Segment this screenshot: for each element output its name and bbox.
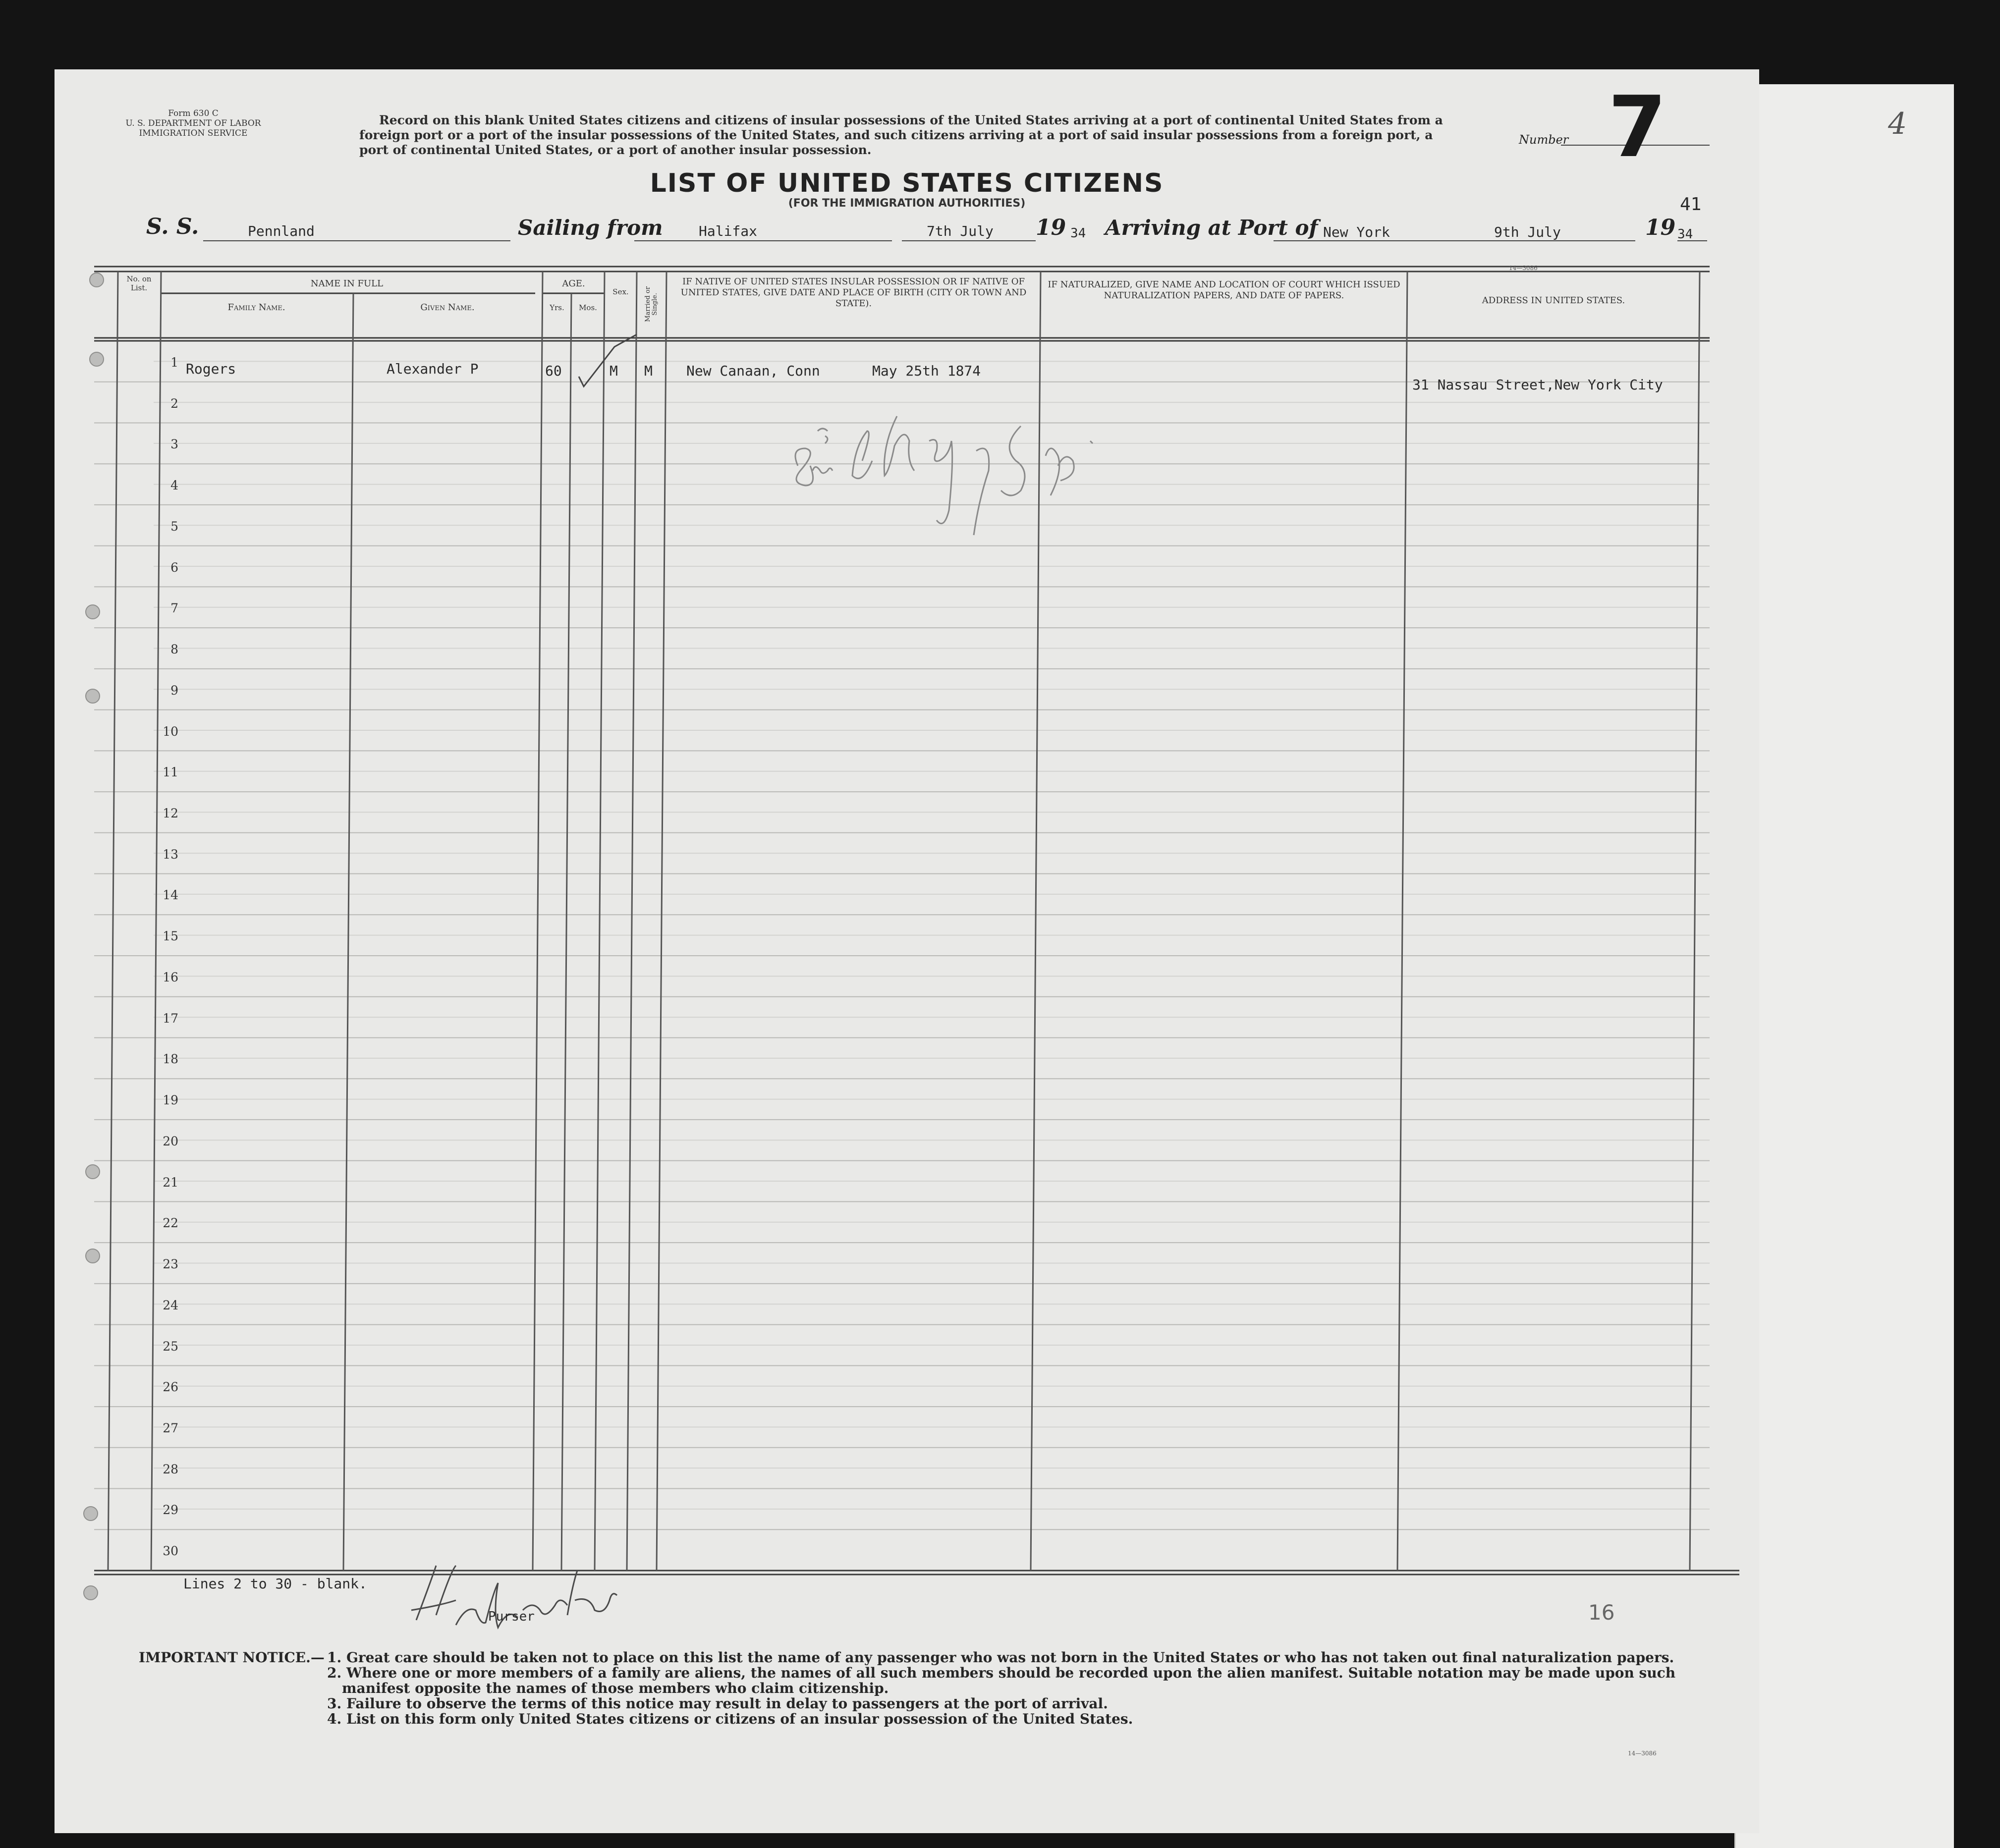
notice-item-1: 1. Great care should be taken not to place on this list the name of any passenger who was not born in the United States or who has not taken out final naturalization papers. bbox=[327, 1649, 1674, 1666]
notice-item-2a: 2. Where one or more members of a family are aliens, the names of all such members should be recorded upon the alien manifest. Suitable notation may be made upon such bbox=[327, 1665, 1676, 1681]
row-number: 30 bbox=[163, 1544, 178, 1559]
important-notice bbox=[139, 1650, 1739, 1727]
row-number: 24 bbox=[163, 1298, 178, 1312]
row-number: 10 bbox=[163, 724, 178, 739]
col-sex: Sex. bbox=[612, 287, 629, 296]
notice-heading: IMPORTANT NOTICE.— bbox=[139, 1649, 325, 1666]
col-address: ADDRESS IN UNITED STATES. bbox=[1482, 295, 1625, 306]
punch-hole bbox=[89, 272, 104, 287]
page-subtitle: (FOR THE IMMIGRATION AUTHORITIES) bbox=[788, 197, 1026, 210]
arrival-year-prefix: 19 bbox=[1645, 215, 1676, 240]
bottom-number: 16 bbox=[1588, 1600, 1615, 1625]
purser-signature bbox=[396, 1551, 674, 1650]
arrival-date: 9th July bbox=[1494, 224, 1561, 240]
record-line-1: Record on this blank United States citizens and citizens of insular possessions of the United States arriving at a port of continental United States from a bbox=[379, 113, 1443, 127]
sailing-date: 7th July bbox=[927, 223, 994, 239]
page-title: LIST OF UNITED STATES CITIZENS bbox=[650, 168, 1164, 198]
arrival-year: 34 bbox=[1677, 227, 1693, 242]
row-number: 23 bbox=[163, 1257, 178, 1272]
col-family-name: Family Name. bbox=[227, 302, 285, 313]
arrival-port: New York bbox=[1323, 224, 1390, 240]
notice-item-3: 3. Failure to observe the terms of this notice may result in delay to passengers at the port of arrival. bbox=[327, 1695, 1108, 1712]
col-naturalized: IF NATURALIZED, GIVE NAME AND LOCATION OF COURT WHICH ISSUED NATURALIZATION PAPERS, AND DATE OF PAPERS. bbox=[1048, 279, 1400, 301]
manifest-page bbox=[55, 69, 1759, 1833]
punch-hole bbox=[89, 352, 104, 367]
row-number: 20 bbox=[163, 1134, 178, 1148]
row-number: 1 bbox=[170, 355, 178, 370]
row-number: 9 bbox=[170, 683, 178, 698]
row-number: 26 bbox=[163, 1380, 178, 1395]
form-department: U. S. DEPARTMENT OF LABOR bbox=[125, 118, 261, 128]
entry-birth-date: May 25th 1874 bbox=[872, 363, 981, 379]
row-number: 18 bbox=[163, 1052, 178, 1067]
row-number: 21 bbox=[163, 1175, 178, 1190]
entry-age-years: 60 bbox=[545, 363, 562, 379]
col-yrs: Yrs. bbox=[550, 303, 564, 312]
row-number: 19 bbox=[163, 1093, 178, 1108]
notice-item-4: 4. List on this form only United States citizens or citizens of an insular possession of the United States. bbox=[327, 1711, 1133, 1727]
row-number: 3 bbox=[170, 437, 178, 452]
record-line-3: port of continental United States, or a port of another insular possession. bbox=[359, 143, 872, 157]
entry-family-name: Rogers bbox=[186, 361, 236, 377]
entry-sex: M bbox=[610, 363, 618, 379]
row-number: 25 bbox=[163, 1339, 178, 1354]
sailing-from-label: Sailing from bbox=[518, 216, 663, 240]
row-number: 11 bbox=[163, 765, 178, 780]
col-mos: Mos. bbox=[579, 303, 597, 312]
punch-hole bbox=[85, 689, 100, 704]
check-mark bbox=[579, 334, 637, 386]
inspector-signature bbox=[788, 396, 1174, 555]
punch-hole bbox=[85, 604, 100, 619]
sheet-page-number: 41 bbox=[1680, 194, 1702, 215]
number-value: 7 bbox=[1608, 78, 1667, 176]
row-number: 15 bbox=[163, 929, 178, 944]
entry-married: M bbox=[644, 363, 653, 379]
number-label: Number bbox=[1519, 133, 1569, 147]
corner-mark: 4 bbox=[1888, 107, 1907, 141]
row-number: 6 bbox=[170, 560, 178, 575]
sailing-year-prefix: 19 bbox=[1036, 215, 1066, 240]
entry-birth-place: New Canaan, Conn bbox=[686, 363, 820, 379]
row-number: 27 bbox=[163, 1421, 178, 1436]
row-number: 14 bbox=[163, 888, 178, 903]
purser-label: Purser bbox=[488, 1609, 535, 1624]
row-number: 16 bbox=[163, 970, 178, 984]
row-number: 28 bbox=[163, 1462, 178, 1476]
row-number: 5 bbox=[170, 519, 178, 534]
punch-hole bbox=[85, 1249, 100, 1263]
form-service: IMMIGRATION SERVICE bbox=[139, 128, 248, 138]
underlying-sheet bbox=[1734, 84, 1954, 1848]
row-number: 13 bbox=[163, 847, 178, 862]
ship-name: Pennland bbox=[248, 223, 315, 239]
punch-hole bbox=[83, 1585, 98, 1600]
header-small-print: 14—3086 bbox=[1509, 265, 1538, 272]
form-code: Form 630 C bbox=[168, 109, 219, 118]
row-number: 22 bbox=[163, 1216, 178, 1231]
departure-port: Halifax bbox=[699, 223, 758, 239]
row-number: 17 bbox=[163, 1011, 178, 1026]
row-number: 7 bbox=[170, 601, 178, 616]
entry-address: 31 Nassau Street,New York City bbox=[1412, 377, 1663, 393]
col-given-name: Given Name. bbox=[420, 302, 475, 313]
col-married-or-single: Married or Single. bbox=[644, 286, 659, 322]
col-age: AGE. bbox=[562, 278, 585, 289]
col-name-in-full: NAME IN FULL bbox=[310, 278, 384, 289]
footer-code: 14—3086 bbox=[1628, 1750, 1657, 1757]
col-no-on-list: No. on List. bbox=[126, 274, 152, 292]
punch-hole bbox=[85, 1164, 100, 1179]
arriving-label: Arriving at Port of bbox=[1105, 216, 1318, 240]
row-number: 4 bbox=[170, 478, 178, 493]
manifest-grid bbox=[55, 69, 1759, 1833]
ss-label: S. S. bbox=[146, 214, 199, 239]
entry-given-name: Alexander P bbox=[387, 361, 479, 377]
notice-item-2b: manifest opposite the names of those members who claim citizenship. bbox=[342, 1680, 889, 1696]
record-line-2: foreign port or a port of the insular possessions of the United States, and such citizens arriving at a port of said insular possessions from a foreign port, a bbox=[359, 128, 1433, 142]
row-number: 29 bbox=[163, 1503, 178, 1518]
blank-lines-note: Lines 2 to 30 - blank. bbox=[183, 1576, 367, 1592]
row-number: 8 bbox=[170, 642, 178, 657]
punch-hole bbox=[83, 1506, 98, 1521]
row-number: 12 bbox=[163, 806, 178, 821]
row-number: 2 bbox=[170, 396, 178, 411]
sailing-year: 34 bbox=[1070, 226, 1086, 241]
col-native-birth: IF NATIVE OF UNITED STATES INSULAR POSSESSION OR IF NATIVE OF UNITED STATES, GIVE DATE AND PLACE OF BIRTH (CITY OR TOWN AND STATE). bbox=[680, 276, 1027, 309]
